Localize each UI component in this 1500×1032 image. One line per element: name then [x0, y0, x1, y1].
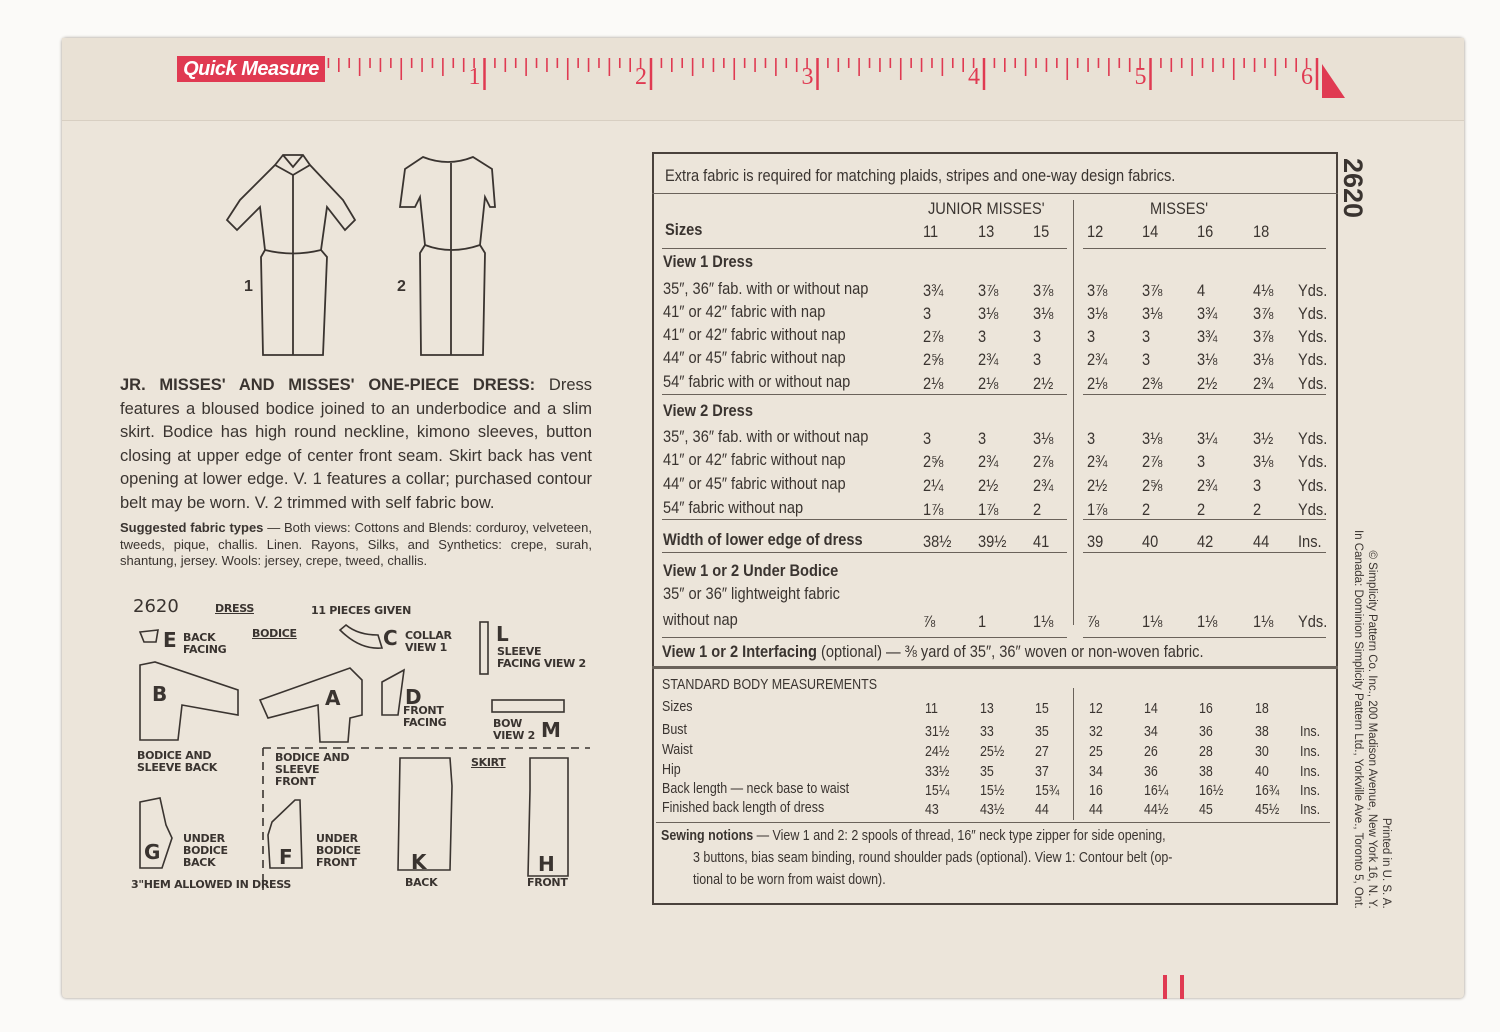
yardage-cell: 2½	[978, 476, 999, 495]
yardage-cell: 39½	[978, 532, 1007, 551]
sizes-label: Sizes	[665, 220, 703, 239]
measurement-cell: 24½	[925, 744, 950, 760]
piece-name: BACK FACING	[183, 631, 227, 656]
ruler	[0, 0, 1500, 110]
measurement-cell: 36	[1144, 764, 1158, 780]
yardage-cell: 3⅞	[1087, 281, 1108, 300]
pieces-pattern-number: 2620	[133, 596, 179, 617]
yardage-cell: 4	[1197, 281, 1206, 300]
unit-label: Ins.	[1300, 724, 1321, 740]
hem-note: 3"HEM ALLOWED IN DRESS	[131, 878, 291, 891]
yardage-cell: 2⅛	[923, 374, 944, 393]
row-label: 35″, 36″ fab. with or without nap	[663, 427, 869, 446]
sewing-notions-line	[661, 826, 1166, 846]
yardage-cell: 1⅛	[1033, 612, 1054, 631]
measurement-cell: 44½	[1144, 802, 1169, 818]
pieces-dress-heading: DRESS	[215, 602, 254, 615]
measurement-cell: 11	[925, 701, 938, 717]
unit-label: Ins.	[1298, 532, 1322, 551]
measurement-label: Back length — neck base to waist	[662, 781, 850, 797]
fabric-suggestions	[120, 520, 592, 570]
fabric-title: Suggested fabric types	[120, 520, 264, 535]
yardage-cell: 3⅛	[1033, 304, 1054, 323]
measurement-cell: 38	[1199, 764, 1213, 780]
yardage-cell: 3⅛	[1033, 429, 1054, 448]
interfacing-row	[662, 642, 1204, 662]
description-body: Dress features a bloused bodice joined to an underbodice and a slim skirt. Bodice has high round neckline, kimono sleeves, button closing at upper edge of center front seam. Skirt back has vent opening at lower edge. V. 1 features a collar; purchased contour belt may be worn. V. 2 trimmed with self fabric bow.	[120, 376, 592, 512]
measurement-cell: 13	[980, 701, 994, 717]
yardage-cell: 3⅞	[1253, 304, 1274, 323]
row-label: 41″ or 42″ fabric without nap	[663, 450, 846, 469]
ruler-inch-label: 5	[1134, 64, 1147, 90]
pieces-count: 11 PIECES GIVEN	[311, 604, 412, 617]
row-label: 44″ or 45″ fabric without nap	[663, 474, 846, 493]
yardage-cell: 2¾	[1087, 452, 1108, 471]
size-header: 18	[1253, 222, 1270, 241]
unit-label: Yds.	[1298, 350, 1328, 369]
canada-line: In Canada: Dominion Simplicity Pattern Ltd., Yorkville Ave., Toronto 5, Ont.	[1352, 530, 1364, 909]
yardage-cell: 3	[1197, 452, 1206, 471]
yardage-cell: 3	[1033, 327, 1042, 346]
yardage-cell: 41	[1033, 532, 1050, 551]
yardage-cell: 44	[1253, 532, 1270, 551]
piece-name: FRONT FACING	[403, 704, 447, 729]
measurement-cell: 43	[925, 802, 939, 818]
view-2-label: 2	[397, 278, 406, 295]
measurement-cell: 33	[980, 724, 994, 740]
yardage-cell: 3¾	[1197, 304, 1218, 323]
size-header: 11	[923, 222, 939, 241]
piece-name: BACK	[405, 876, 438, 889]
yardage-cell: 2¾	[1087, 350, 1108, 369]
sewing-notions-line: tional to be worn from waist down).	[693, 872, 886, 888]
yardage-cell: 2	[1253, 500, 1262, 519]
measurement-cell: 15¼	[925, 783, 950, 799]
pieces-skirt-heading: SKIRT	[471, 756, 506, 769]
measurement-cell: 15¾	[1035, 783, 1060, 799]
yardage-cell: 1⅞	[923, 500, 944, 519]
rule-line	[656, 822, 1330, 823]
piece-name: UNDER BODICE FRONT	[316, 832, 361, 869]
measurement-cell: 26	[1144, 744, 1158, 760]
yardage-cell: 2⅞	[1033, 452, 1054, 471]
measurement-cell: 15½	[980, 783, 1005, 799]
piece-letter-a: A	[325, 686, 341, 710]
yardage-cell: 1	[978, 612, 987, 631]
view-2-dress-drawing	[400, 157, 495, 355]
piece-name: SLEEVE FACING VIEW 2	[497, 645, 586, 670]
measurement-cell: 37	[1035, 764, 1049, 780]
yardage-cell: 2⅞	[1142, 452, 1163, 471]
pieces-bodice-heading: BODICE	[252, 627, 297, 640]
side-pattern-number: 2620	[1338, 158, 1368, 219]
yardage-cell: 3⅞	[1033, 281, 1054, 300]
section-title: View 1 Dress	[663, 252, 753, 271]
yardage-cell: 4⅛	[1253, 281, 1274, 300]
size-header: 13	[978, 222, 995, 241]
unit-label: Ins.	[1300, 802, 1321, 818]
measurement-cell: 16	[1089, 783, 1103, 799]
column-divider	[1073, 200, 1074, 625]
yardage-cell: 3	[1142, 350, 1151, 369]
measurement-cell: 30	[1255, 744, 1269, 760]
rule-line	[1083, 552, 1326, 553]
yardage-cell: 3⅛	[1253, 350, 1274, 369]
yardage-cell: 2⅛	[1087, 374, 1108, 393]
size-header: 15	[1033, 222, 1050, 241]
yardage-cell: 2½	[1197, 374, 1218, 393]
unit-label: Yds.	[1298, 281, 1328, 300]
measurement-cell: 45	[1199, 802, 1213, 818]
piece-name: BOW VIEW 2	[493, 717, 535, 742]
dress-illustrations	[215, 145, 515, 365]
measurement-cell: 32	[1089, 724, 1103, 740]
yardage-cell: 3¾	[923, 281, 944, 300]
yardage-cell: 3⅞	[1253, 327, 1274, 346]
yardage-cell: 3⅞	[1142, 281, 1163, 300]
measurement-cell: 38	[1255, 724, 1269, 740]
piece-letter-m: M	[541, 718, 561, 742]
rule-line	[1083, 637, 1326, 638]
yardage-cell: 42	[1197, 532, 1214, 551]
unit-label: Yds.	[1298, 612, 1328, 631]
yardage-cell: 3	[1033, 350, 1042, 369]
misses-header: MISSES'	[1150, 199, 1209, 218]
measurement-cell: 18	[1255, 701, 1269, 717]
measurement-cell: 45½	[1255, 802, 1280, 818]
yardage-cell: 2½	[1033, 374, 1054, 393]
measurement-cell: 43½	[980, 802, 1005, 818]
yardage-cell: 2	[1197, 500, 1206, 519]
piece-letter-b: B	[152, 682, 168, 706]
unit-label: Ins.	[1300, 744, 1321, 760]
unit-label: Yds.	[1298, 374, 1328, 393]
copyright-line: © Simplicity Pattern Co. Inc., 200 Madison Avenue, New York 16, N. Y.	[1366, 550, 1378, 909]
junior-misses-header: JUNIOR MISSES'	[928, 199, 1045, 218]
unit-label: Ins.	[1300, 764, 1321, 780]
unit-label: Yds.	[1298, 327, 1328, 346]
section-title: View 1 or 2 Under Bodice	[663, 561, 839, 580]
yardage-cell: 3	[1087, 327, 1096, 346]
yardage-cell: 3½	[1253, 429, 1274, 448]
measurement-cell: 15	[1035, 701, 1049, 717]
interfacing-title: View 1 or 2 Interfacing	[662, 642, 817, 661]
yardage-cell: 2⅝	[1142, 476, 1163, 495]
yardage-cell: 3	[978, 327, 987, 346]
size-header: 14	[1142, 222, 1159, 241]
piece-letter-k: K	[411, 850, 427, 874]
rule-line	[1083, 394, 1326, 395]
measurement-cell: 44	[1089, 802, 1103, 818]
view-1-label: 1	[244, 278, 253, 295]
measurement-cell: 12	[1089, 701, 1103, 717]
measurement-cell: 44	[1035, 802, 1049, 818]
piece-letter-e: E	[163, 628, 177, 652]
yardage-cell: 1⅛	[1253, 612, 1274, 631]
yardage-cell: 3	[923, 429, 932, 448]
row-label: 54″ fabric without nap	[663, 498, 804, 517]
quick-measure-label: Quick Measure	[177, 56, 325, 82]
measurement-label: Finished back length of dress	[662, 800, 825, 816]
yardage-cell: 3	[1142, 327, 1151, 346]
yardage-cell: 2⅜	[1142, 374, 1163, 393]
measurement-cell: 16¼	[1144, 783, 1169, 799]
measurement-cell: 31½	[925, 724, 950, 740]
yardage-cell: 3⅛	[1087, 304, 1108, 323]
yardage-cell: 2¾	[978, 452, 999, 471]
sewing-notions-text: — View 1 and 2: 2 spools of thread, 16″ neck type zipper for side opening,	[753, 828, 1166, 844]
piece-letter-c: C	[383, 626, 398, 650]
measurement-label: Bust	[662, 722, 687, 738]
yardage-cell: 3⅛	[1197, 350, 1218, 369]
ruler-inch-label: 1	[468, 64, 481, 90]
yardage-cell: ⅞	[923, 612, 936, 631]
unit-label: Yds.	[1298, 304, 1328, 323]
row-label: 41″ or 42″ fabric without nap	[663, 325, 846, 344]
section-title: View 2 Dress	[663, 401, 753, 420]
piece-name: COLLAR VIEW 1	[405, 629, 452, 654]
unit-label: Yds.	[1298, 429, 1328, 448]
measurement-cell: 40	[1255, 764, 1269, 780]
pattern-description	[120, 374, 592, 515]
row-label: Width of lower edge of dress	[663, 530, 863, 549]
measurement-cell: 14	[1144, 701, 1158, 717]
piece-name: UNDER BODICE BACK	[183, 832, 228, 869]
yardage-cell: 3	[978, 429, 987, 448]
piece-name: BODICE AND SLEEVE BACK	[137, 749, 218, 774]
yardage-cell: 3⅛	[1142, 304, 1163, 323]
yardage-cell: 2½	[1087, 476, 1108, 495]
measurement-cell: 33½	[925, 764, 950, 780]
yardage-cell: 39	[1087, 532, 1104, 551]
yardage-cell: 1⅞	[978, 500, 999, 519]
yardage-cell: 3¼	[1197, 429, 1218, 448]
yardage-cell: 3⅛	[1142, 429, 1163, 448]
size-header: 12	[1087, 222, 1104, 241]
yardage-cell: 1⅛	[1197, 612, 1218, 631]
rule-line	[662, 248, 1067, 249]
row-label: 54″ fabric with or without nap	[663, 372, 851, 391]
measurement-cell: 25	[1089, 744, 1103, 760]
piece-letter-g: G	[144, 840, 161, 864]
yardage-cell: ⅞	[1087, 612, 1100, 631]
rule-line	[652, 666, 1338, 669]
rule-line	[1083, 248, 1326, 249]
yardage-cell: 2¾	[978, 350, 999, 369]
row-label: 41″ or 42″ fabric with nap	[663, 302, 826, 321]
ruler-inch-label: 2	[635, 64, 647, 90]
piece-letter-f: F	[279, 845, 293, 869]
yardage-cell: 3¾	[1197, 327, 1218, 346]
yardage-cell: 3⅛	[1253, 452, 1274, 471]
yardage-cell: 40	[1142, 532, 1159, 551]
yardage-cell: 2	[1142, 500, 1151, 519]
rule-line	[662, 519, 1067, 520]
unit-label: Yds.	[1298, 476, 1328, 495]
ruler-mark	[1180, 975, 1184, 999]
row-label: 35″ or 36″ lightweight fabric	[663, 584, 840, 603]
measurement-cell: 16¾	[1255, 783, 1280, 799]
row-label: without nap	[663, 610, 738, 629]
unit-label: Ins.	[1300, 783, 1321, 799]
unit-label: Yds.	[1298, 452, 1328, 471]
piece-name: FRONT	[527, 876, 568, 889]
yardage-cell: 2¾	[1033, 476, 1054, 495]
yardage-cell: 3	[1253, 476, 1262, 495]
yardage-cell: 3	[923, 304, 932, 323]
measurement-cell: 27	[1035, 744, 1049, 760]
measurement-cell: 25½	[980, 744, 1005, 760]
measurement-cell: 36	[1199, 724, 1213, 740]
yardage-cell: 1⅛	[1142, 612, 1163, 631]
measurement-cell: 28	[1199, 744, 1213, 760]
yardage-cell: 2⅝	[923, 350, 944, 369]
measurement-cell: 16	[1199, 701, 1213, 717]
measurement-cell: 34	[1144, 724, 1158, 740]
rule-line	[1083, 519, 1326, 520]
piece-letter-h: H	[538, 852, 555, 876]
ruler-inch-label: 3	[801, 64, 814, 90]
yardage-cell: 2	[1033, 500, 1042, 519]
sewing-notions-title: Sewing notions	[661, 828, 754, 844]
yardage-cell: 2⅛	[978, 374, 999, 393]
ruler-inch-label: 6	[1301, 64, 1313, 90]
piece-letter-l: L	[496, 622, 509, 646]
yardage-cell: 2¾	[1253, 374, 1274, 393]
ruler-end-arrow	[1322, 64, 1345, 98]
rule-line	[652, 193, 1338, 194]
rule-line	[662, 552, 1067, 553]
fabric-body: — Both views: Cottons and Blends: corduroy, velveteen, tweeds, pique, challis. Linen. Rayons, Silks, and Synthetics: crepe, surah, shantung, jersey. Wools: jersey, crepe, tweed, challis.	[120, 520, 592, 568]
measurement-label: Waist	[662, 742, 693, 758]
yardage-cell: 3⅞	[978, 281, 999, 300]
yardage-cell: 2¾	[1197, 476, 1218, 495]
yardage-cell: 3⅛	[978, 304, 999, 323]
fabric-note: Extra fabric is required for matching plaids, stripes and one-way design fabrics.	[665, 166, 1176, 185]
piece-letter-d: D	[405, 685, 422, 709]
rule-line	[662, 394, 1067, 395]
description-title: JR. MISSES' AND MISSES' ONE-PIECE DRESS:	[120, 376, 536, 394]
yardage-cell: 2¼	[923, 476, 944, 495]
view-1-dress-drawing	[227, 155, 355, 355]
yardage-cell: 1⅞	[1087, 500, 1108, 519]
yardage-cell: 38½	[923, 532, 952, 551]
measurement-cell: 35	[980, 764, 994, 780]
piece-name: BODICE AND SLEEVE FRONT	[275, 751, 350, 788]
printed-in: Printed in U. S. A.	[1380, 817, 1392, 909]
yardage-cell: 2⅞	[923, 327, 944, 346]
measurement-cell: 16½	[1199, 783, 1224, 799]
measurement-label: Hip	[662, 762, 681, 778]
publisher-info	[1351, 530, 1393, 909]
row-label: 44″ or 45″ fabric without nap	[663, 348, 846, 367]
rule-line	[662, 637, 1067, 638]
ruler-inch-label: 4	[968, 64, 980, 90]
measurement-cell: 35	[1035, 724, 1049, 740]
measurement-label: Sizes	[662, 699, 693, 715]
interfacing-text: (optional) — ⅜ yard of 35″, 36″ woven or non-woven fabric.	[816, 642, 1204, 661]
measurement-cell: 34	[1089, 764, 1103, 780]
row-label: 35″, 36″ fab. with or without nap	[663, 279, 869, 298]
column-divider	[1073, 688, 1074, 820]
unit-label: Yds.	[1298, 500, 1328, 519]
yardage-cell: 2⅝	[923, 452, 944, 471]
measurements-title: STANDARD BODY MEASUREMENTS	[662, 677, 878, 693]
ruler-mark	[1163, 975, 1167, 999]
yardage-cell: 3	[1087, 429, 1096, 448]
sewing-notions-line: 3 buttons, bias seam binding, round shoulder pads (optional). View 1: Contour belt (op-	[693, 850, 1173, 866]
size-header: 16	[1197, 222, 1214, 241]
